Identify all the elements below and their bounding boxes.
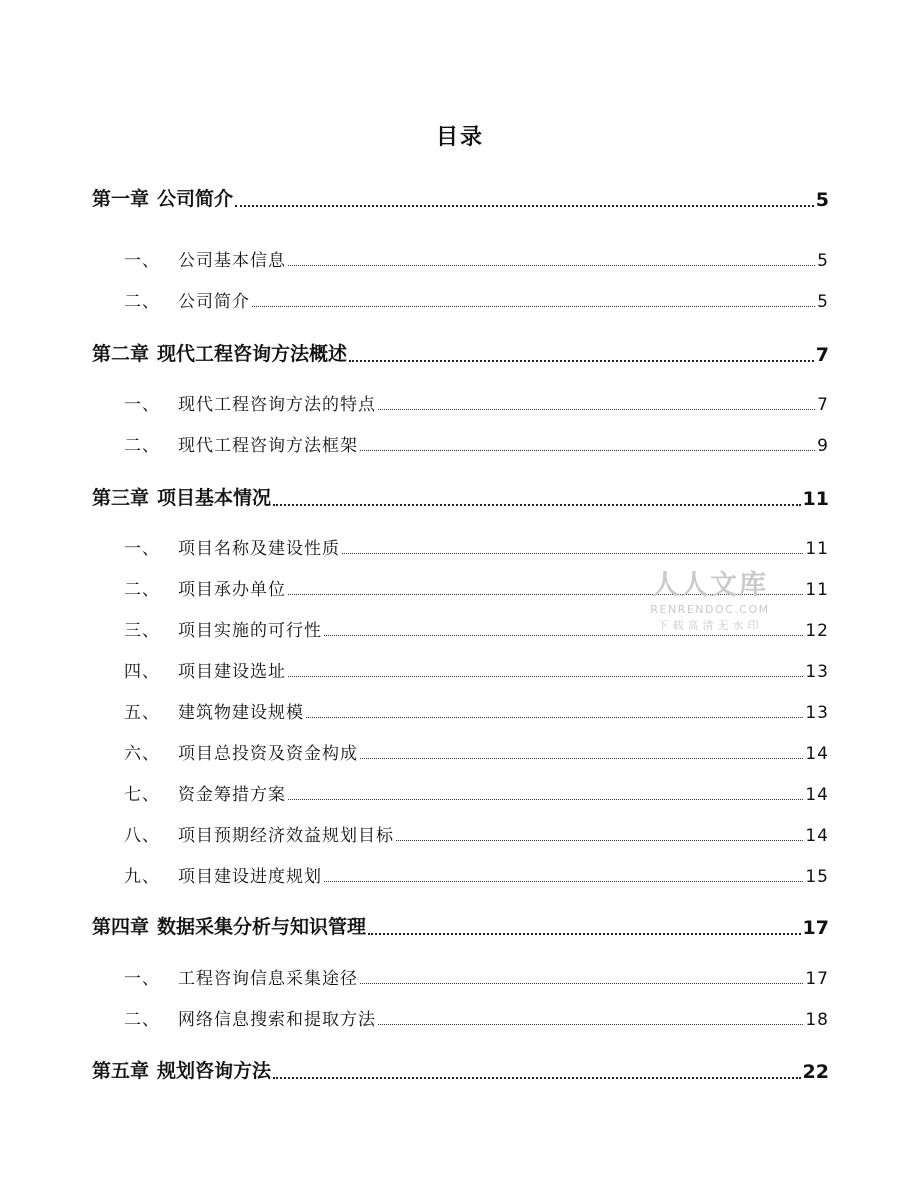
toc-entry-title: 项目基本情况: [157, 487, 272, 509]
toc-page-number: 11: [802, 488, 829, 510]
toc-entry-label: [124, 780, 286, 805]
toc-chapter-entry[interactable]: [92, 184, 829, 211]
toc-entry-title: 项目总投资及资金构成: [178, 744, 358, 764]
toc-page-number: 17: [802, 917, 829, 939]
toc-page-number: 13: [805, 662, 829, 682]
toc-entry-number: 第五章: [92, 1060, 150, 1082]
toc-entry-number: 六、: [124, 744, 160, 764]
toc-dot-leader: [324, 634, 803, 636]
toc-dot-leader: [360, 982, 803, 984]
toc-page-number: 14: [805, 744, 829, 764]
toc-dot-leader: [360, 757, 803, 759]
toc-section-entry[interactable]: [124, 739, 829, 764]
toc-dot-leader: [235, 204, 814, 207]
toc-entry-title: 项目名称及建设性质: [178, 539, 340, 559]
toc-page-number: 7: [815, 344, 829, 366]
toc-dot-leader: [288, 675, 803, 677]
toc-dot-leader: [360, 449, 815, 451]
toc-dot-leader: [273, 1076, 801, 1079]
toc-dot-leader: [288, 798, 803, 800]
toc-entry-number: 一、: [124, 969, 160, 989]
toc-section-entry[interactable]: [124, 964, 829, 989]
toc-entry-number: 七、: [124, 785, 160, 805]
toc-entry-label: [124, 739, 358, 764]
toc-entry-number: 五、: [124, 703, 160, 723]
toc-section-entry[interactable]: [124, 431, 829, 456]
toc-entry-label: [124, 821, 394, 846]
toc-entry-label: [124, 575, 286, 600]
toc-page-number: 9: [817, 436, 829, 456]
toc-entry-title: 网络信息搜索和提取方法: [178, 1010, 376, 1030]
toc-section-entry[interactable]: [124, 862, 829, 887]
toc-entry-label: [124, 431, 358, 456]
page-title: 目录: [435, 125, 484, 150]
toc-entry-label: [124, 698, 304, 723]
toc-entry-title: 资金筹措方案: [178, 785, 286, 805]
toc-entry-label: [124, 534, 340, 559]
toc-entry-number: 二、: [124, 580, 160, 600]
toc-entry-title: 项目预期经济效益规划目标: [178, 826, 394, 846]
toc-entry-label: [92, 483, 271, 510]
toc-dot-leader: [378, 1023, 803, 1025]
toc-page-number: 5: [815, 189, 829, 211]
toc-dot-leader: [252, 305, 815, 307]
watermark-logo-text: 人人文库: [652, 570, 768, 601]
toc-dot-leader: [288, 264, 815, 266]
toc-entry-number: 四、: [124, 662, 160, 682]
toc-entry-title: 项目建设进度规划: [178, 867, 322, 887]
toc-page-number: 11: [805, 539, 829, 559]
toc-page-number: 7: [817, 395, 829, 415]
toc-entry-number: 第二章: [92, 343, 150, 365]
toc-section-entry[interactable]: [124, 780, 829, 805]
toc-page-number: 22: [802, 1061, 829, 1083]
toc-entry-number: 二、: [124, 292, 160, 312]
toc-entry-number: 第三章: [92, 487, 150, 509]
toc-section-entry[interactable]: [124, 534, 829, 559]
toc-entry-title: 数据采集分析与知识管理: [157, 916, 367, 938]
toc-entry-label: [124, 964, 358, 989]
toc-entry-label: [124, 1005, 376, 1030]
toc-entry-title: 现代工程咨询方法的特点: [178, 395, 376, 415]
watermark-url: RENRENDOC.COM: [650, 603, 770, 616]
toc-dot-leader: [349, 359, 814, 362]
toc-dot-leader: [324, 880, 803, 882]
toc-entry-label: [124, 657, 286, 682]
toc-section-entry[interactable]: [124, 1005, 829, 1030]
toc-page-number: 13: [805, 703, 829, 723]
toc-entry-number: 二、: [124, 1010, 160, 1030]
toc-entry-label: [92, 184, 233, 211]
watermark-subtitle: 下载高清无水印: [657, 619, 763, 632]
toc-entry-label: [92, 912, 366, 939]
toc-entry-label: [124, 246, 286, 271]
toc-entry-number: 一、: [124, 251, 160, 271]
toc-entry-number: 三、: [124, 621, 160, 641]
toc-entry-title: 现代工程咨询方法概述: [157, 343, 348, 365]
toc-entry-label: [92, 339, 347, 366]
toc-section-entry[interactable]: [124, 287, 829, 312]
toc-entry-number: 一、: [124, 395, 160, 415]
toc-entry-title: 建筑物建设规模: [178, 703, 304, 723]
toc-page-number: 14: [805, 785, 829, 805]
toc-entry-number: 第四章: [92, 916, 150, 938]
toc-entry-label: [124, 616, 322, 641]
toc-entry-label: [124, 862, 322, 887]
toc-page-number: 17: [805, 969, 829, 989]
toc-page-number: 5: [817, 251, 829, 271]
toc-entry-number: 九、: [124, 867, 160, 887]
toc-entry-label: [92, 1056, 271, 1083]
toc-section-entry[interactable]: [124, 246, 829, 271]
toc-chapter-entry[interactable]: [92, 912, 829, 939]
toc-page-number: 5: [817, 292, 829, 312]
toc-entry-label: [124, 287, 250, 312]
toc-dot-leader: [342, 552, 803, 554]
toc-entry-title: 规划咨询方法: [157, 1060, 272, 1082]
toc-chapter-entry[interactable]: [92, 483, 829, 510]
toc-entry-title: 工程咨询信息采集途径: [178, 969, 358, 989]
toc-page-number: 11: [805, 580, 829, 600]
toc-page-number: 18: [805, 1010, 829, 1030]
toc-entry-title: 公司基本信息: [178, 251, 286, 271]
toc-page-number: 14: [805, 826, 829, 846]
toc-dot-leader: [396, 839, 803, 841]
toc-entry-number: 一、: [124, 539, 160, 559]
toc-section-entry[interactable]: [124, 390, 829, 415]
toc-entry-number: 二、: [124, 436, 160, 456]
toc-entry-title: 项目建设选址: [178, 662, 286, 682]
toc-entry-title: 项目实施的可行性: [178, 621, 322, 641]
toc-section-entry[interactable]: [124, 821, 829, 846]
toc-page-number: 15: [805, 867, 829, 887]
toc-entry-title: 公司简介: [157, 188, 234, 210]
toc-chapter-entry[interactable]: [92, 1056, 829, 1083]
toc-dot-leader: [306, 716, 803, 718]
toc-entry-title: 项目承办单位: [178, 580, 286, 600]
toc-page-number: 12: [805, 621, 829, 641]
toc-chapter-entry[interactable]: [92, 339, 829, 366]
toc-entry-title: 公司简介: [178, 292, 250, 312]
toc-section-entry[interactable]: [124, 657, 829, 682]
toc-entry-title: 现代工程咨询方法框架: [178, 436, 358, 456]
toc-entry-label: [124, 390, 376, 415]
toc-entry-number: 八、: [124, 826, 160, 846]
toc-dot-leader: [273, 503, 801, 506]
toc-dot-leader: [368, 932, 801, 935]
toc-dot-leader: [378, 408, 815, 410]
watermark: [640, 563, 780, 633]
toc-section-entry[interactable]: [124, 698, 829, 723]
toc-entry-number: 第一章: [92, 188, 150, 210]
